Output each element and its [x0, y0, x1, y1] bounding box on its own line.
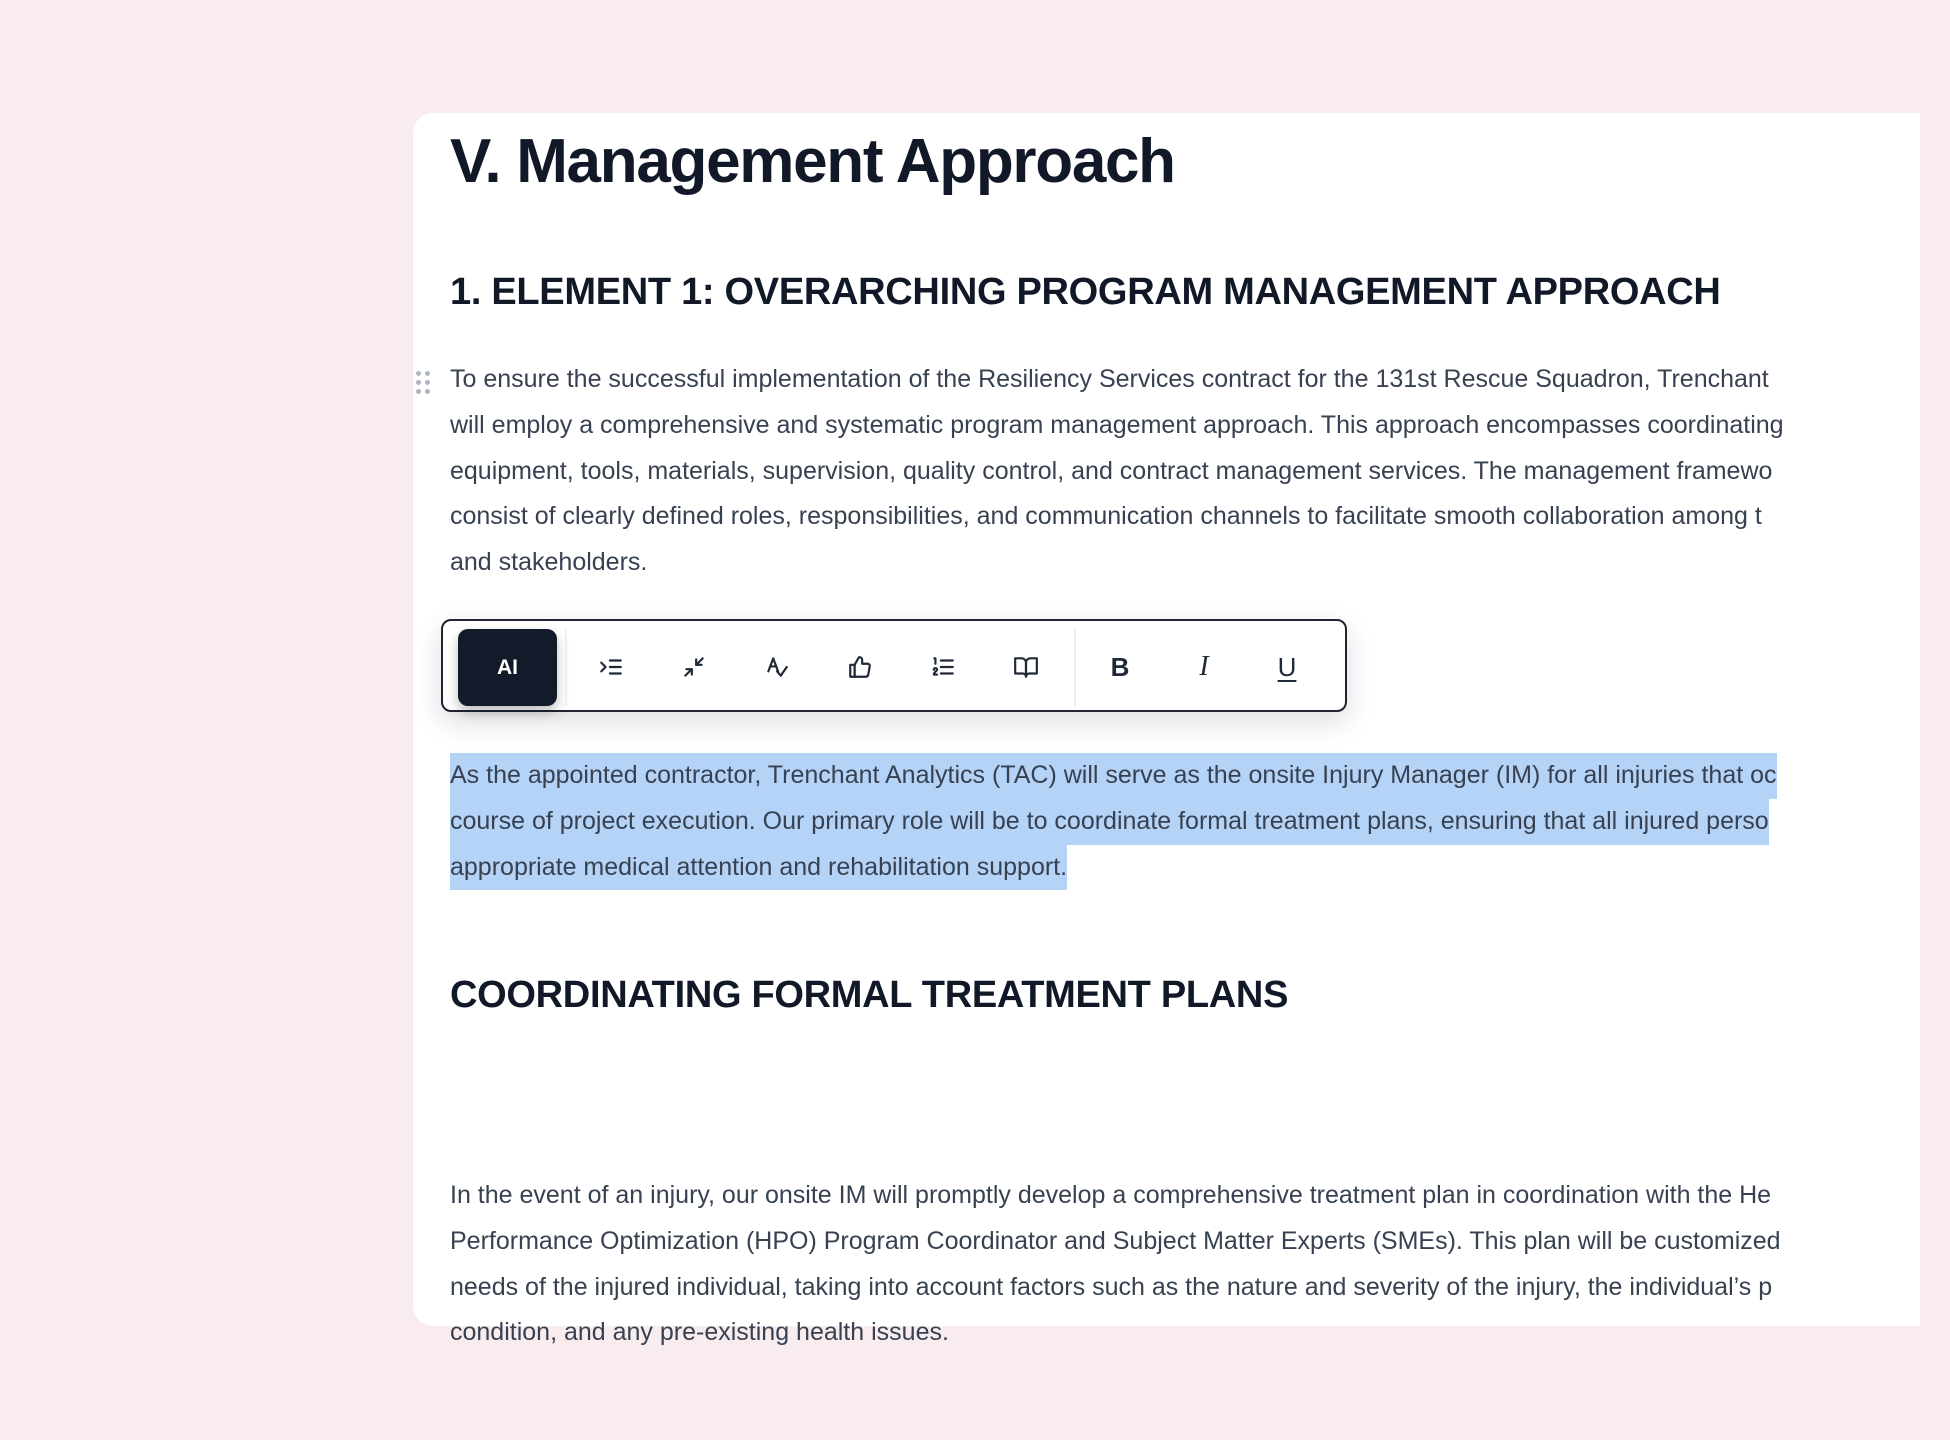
thumbs-up-icon[interactable] — [832, 639, 888, 695]
book-icon[interactable] — [998, 639, 1054, 695]
paragraph-line: condition, and any pre-existing health issues. — [450, 1318, 949, 1347]
selected-line: As the appointed contractor, Trenchant Analytics (TAC) will serve as the onsite Injury Manager (IM) for all injuries that oc — [450, 753, 1777, 799]
floating-format-toolbar — [441, 619, 1347, 712]
document-editor — [413, 113, 1920, 1347]
paragraph-line: To ensure the successful implementation of the Resiliency Services contract for the 131st Rescue Squadron, Trenchant — [450, 365, 1769, 393]
paragraph-intro[interactable] — [450, 357, 1784, 586]
underline-button[interactable] — [1259, 639, 1315, 695]
drag-handle-icon[interactable] — [416, 371, 430, 395]
toolbar-divider — [1074, 629, 1076, 706]
numbered-list-icon[interactable] — [915, 639, 971, 695]
section-heading: 1. ELEMENT 1: OVERARCHING PROGRAM MANAGEMENT APPROACH — [450, 271, 1721, 313]
bold-icon: B — [1110, 652, 1130, 682]
collapse-icon[interactable] — [666, 639, 722, 695]
indent-list-icon[interactable] — [583, 639, 639, 695]
italic-button[interactable] — [1176, 639, 1232, 695]
subheading-treatment-plans: COORDINATING FORMAL TREATMENT PLANS — [450, 974, 1289, 1016]
bold-button[interactable] — [1092, 639, 1148, 695]
paragraph-treatment[interactable] — [450, 1173, 1781, 1356]
paragraph-selected[interactable] — [450, 753, 1777, 890]
page-title: V. Management Approach — [450, 127, 1175, 196]
paragraph-line: equipment, tools, materials, supervision, quality control, and contract management services. The management framewo — [450, 456, 1773, 485]
spellcheck-icon[interactable] — [749, 639, 805, 695]
paragraph-line: In the event of an injury, our onsite IM will promptly develop a comprehensive treatment plan in coordination with the He — [450, 1181, 1772, 1209]
paragraph-line: consist of clearly defined roles, responsibilities, and communication channels to facilitate smooth collaboration among t — [450, 502, 1762, 531]
selected-line: appropriate medical attention and rehabilitation support. — [450, 845, 1067, 891]
toolbar-divider — [565, 629, 567, 706]
paragraph-line: will employ a comprehensive and systematic program management approach. This approach encompasses coordinating — [450, 410, 1784, 439]
ai-button[interactable]: AI — [458, 629, 557, 706]
paragraph-line: needs of the injured individual, taking into account factors such as the nature and severity of the injury, the individual’s p — [450, 1272, 1773, 1301]
paragraph-line: Performance Optimization (HPO) Program Coordinator and Subject Matter Experts (SMEs). This plan will be customized — [450, 1226, 1781, 1255]
paragraph-line: and stakeholders. — [450, 548, 648, 576]
selected-line: course of project execution. Our primary role will be to coordinate formal treatment plans, ensuring that all injured perso — [450, 799, 1769, 845]
underline-icon: U — [1277, 652, 1297, 682]
italic-icon: I — [1199, 651, 1209, 682]
